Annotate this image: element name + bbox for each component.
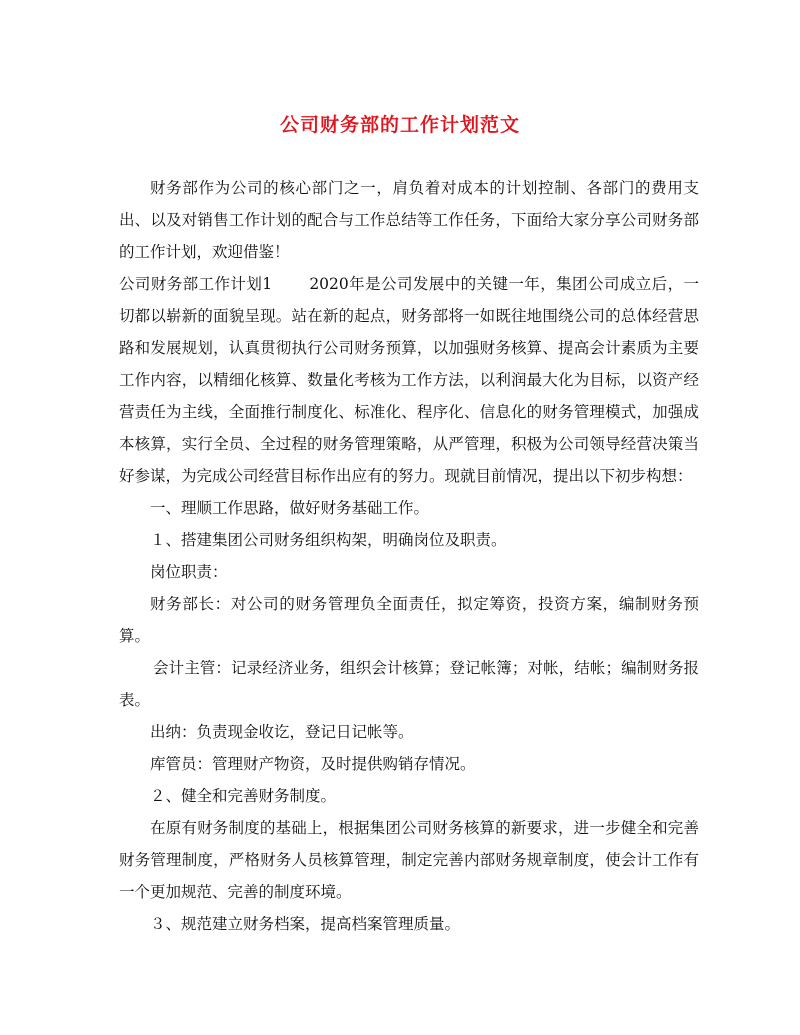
intro-paragraph: 财务部作为公司的核心部门之一，肩负着对成本的计划控制、各部门的费用支出、以及对销售工作计划的配合与工作总结等工作任务，下面给大家分享公司财务部的工作计划，欢迎借鉴！ — [119, 179, 699, 261]
item-heading-1: １、搭建集团公司财务组织构架，明确岗位及职责。 — [150, 531, 507, 549]
item-heading-2: ２、健全和完善财务制度。 — [150, 787, 337, 805]
duties-label: 岗位职责： — [150, 563, 228, 581]
document-title: 公司财务部的工作计划范文 — [279, 114, 520, 136]
section-heading-1: 一、理顺工作思路，做好财务基础工作。 — [150, 499, 430, 517]
duty-finance-head: 财务部长：对公司的财务管理负全面责任，拟定筹资，投资方案，编制财务预算。 — [119, 595, 699, 645]
document-body — [119, 172, 699, 940]
duty-warehouse-keeper: 库管员：管理财产物资，及时提供购销存情况。 — [150, 755, 476, 773]
system-paragraph: 在原有财务制度的基础上，根据集团公司财务核算的新要求，进一步健全和完善财务管理制度，严格财务人员核算管理，制定完善内部财务规章制度，使会计工作有一个更加规范、完善的制度环境。 — [119, 819, 699, 901]
plan-paragraph: 公司财务部工作计划1 2020年是公司发展中的关键一年，集团公司成立后，一切都以崭新的面貌呈现。站在新的起点，财务部将一如既往地围绕公司的总体经营思路和发展规划，认真贯彻执行公司财务预算，以加强财务核算、提高会计素质为主要工作内容，以精细化核算、数量化考核为工作方法，以利润最大化为目标，以资产经营责任为主线，全面推行制度化、标准化、程序化、信息化的财务管理模式，加强成本核算，实行全员、全过程的财务管理策略，从严管理，积极为公司领导经营决策当好参谋，为完成公司经营目标作出应有的努力。现就目前情况，提出以下初步构想： — [119, 275, 699, 485]
item-heading-3: ３、规范建立财务档案，提高档案管理质量。 — [150, 915, 461, 933]
duty-cashier: 出纳：负责现金收讫，登记日记帐等。 — [150, 723, 414, 741]
duty-accounting-supervisor: 会计主管：记录经济业务，组织会计核算；登记帐簿；对帐，结帐；编制财务报表。 — [119, 659, 699, 709]
